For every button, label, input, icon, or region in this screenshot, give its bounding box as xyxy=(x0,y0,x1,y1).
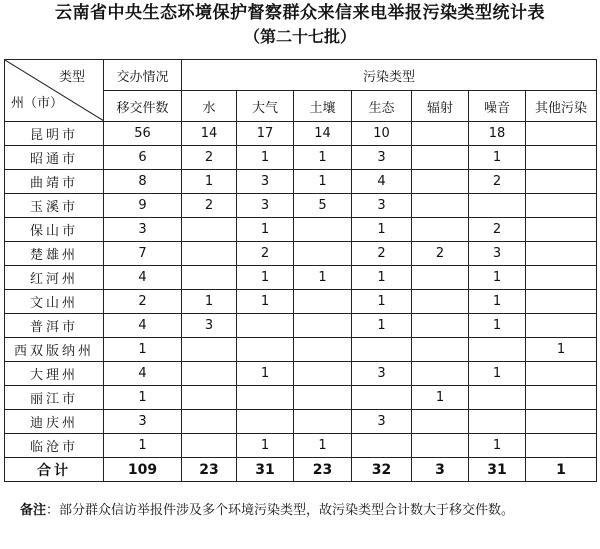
total-cell: 23 xyxy=(182,458,237,482)
pollution-count-cell xyxy=(182,386,237,410)
transfer-count-cell: 1 xyxy=(104,386,182,410)
transfer-count-cell: 4 xyxy=(104,314,182,338)
pollution-count-cell xyxy=(412,146,469,170)
transfer-count-cell: 4 xyxy=(104,362,182,386)
table-row xyxy=(5,386,597,410)
pollution-count-cell xyxy=(182,338,237,362)
pollution-count-cell xyxy=(237,386,294,410)
pollution-count-cell: 1 xyxy=(237,362,294,386)
table-row xyxy=(5,146,597,170)
table-row xyxy=(5,290,597,314)
pollution-count-cell: 1 xyxy=(412,386,469,410)
pollution-count-cell: 2 xyxy=(469,170,526,194)
page-title: 云南省中央生态环境保护督察群众来信来电举报污染类型统计表 xyxy=(55,3,545,23)
pollution-count-cell xyxy=(182,410,237,434)
pollution-count-cell xyxy=(352,338,412,362)
pollution-count-cell xyxy=(526,362,597,386)
column-header-type: 辐射 xyxy=(412,91,469,122)
footnote-label: 备注 xyxy=(20,503,47,518)
total-cell: 31 xyxy=(237,458,294,482)
column-header-type: 大气 xyxy=(237,91,294,122)
city-cell: 昆明市 xyxy=(5,122,104,146)
header-row-group xyxy=(5,60,597,91)
transfer-count-cell: 56 xyxy=(104,122,182,146)
pollution-count-cell xyxy=(237,314,294,338)
pollution-count-cell xyxy=(526,290,597,314)
pollution-count-cell: 18 xyxy=(469,122,526,146)
pollution-count-cell: 3 xyxy=(352,362,412,386)
pollution-count-cell xyxy=(526,218,597,242)
pollution-count-cell: 1 xyxy=(352,290,412,314)
pollution-count-cell xyxy=(294,242,352,266)
pollution-count-cell xyxy=(526,386,597,410)
pollution-count-cell xyxy=(412,218,469,242)
total-cell: 32 xyxy=(352,458,412,482)
pollution-count-cell xyxy=(182,218,237,242)
pollution-count-cell xyxy=(526,194,597,218)
transfer-count-cell: 4 xyxy=(104,266,182,290)
group-header-handling: 交办情况 xyxy=(104,60,182,91)
table-row xyxy=(5,410,597,434)
group-header-pollution: 污染类型 xyxy=(182,60,597,91)
table-row xyxy=(5,434,597,458)
pollution-count-cell: 1 xyxy=(469,146,526,170)
total-cell: 3 xyxy=(412,458,469,482)
pollution-count-cell xyxy=(412,266,469,290)
column-header-type: 噪音 xyxy=(469,91,526,122)
pollution-count-cell: 4 xyxy=(352,170,412,194)
pollution-count-cell: 2 xyxy=(469,218,526,242)
city-cell: 红河州 xyxy=(5,266,104,290)
pollution-count-cell xyxy=(526,266,597,290)
pollution-count-cell xyxy=(412,170,469,194)
pollution-count-cell xyxy=(352,386,412,410)
pollution-count-cell xyxy=(412,314,469,338)
pollution-count-cell xyxy=(526,410,597,434)
pollution-count-cell xyxy=(469,386,526,410)
pollution-count-cell xyxy=(412,338,469,362)
statistics-table xyxy=(4,59,597,482)
pollution-count-cell: 1 xyxy=(352,266,412,290)
pollution-count-cell xyxy=(412,290,469,314)
pollution-count-cell xyxy=(526,146,597,170)
table-row xyxy=(5,338,597,362)
pollution-count-cell xyxy=(294,386,352,410)
total-row xyxy=(5,458,597,482)
pollution-count-cell: 2 xyxy=(237,242,294,266)
total-label: 合计 xyxy=(5,458,104,482)
pollution-count-cell: 1 xyxy=(469,314,526,338)
table-row xyxy=(5,266,597,290)
pollution-count-cell: 1 xyxy=(294,146,352,170)
pollution-count-cell: 3 xyxy=(182,314,237,338)
pollution-count-cell: 14 xyxy=(182,122,237,146)
pollution-count-cell: 2 xyxy=(352,242,412,266)
pollution-count-cell: 1 xyxy=(352,218,412,242)
table-row xyxy=(5,218,597,242)
table-row xyxy=(5,314,597,338)
pollution-count-cell xyxy=(182,362,237,386)
city-cell: 楚雄州 xyxy=(5,242,104,266)
table-row xyxy=(5,242,597,266)
page-subtitle: （第二十七批） xyxy=(243,27,356,46)
pollution-count-cell xyxy=(526,122,597,146)
total-cell: 31 xyxy=(469,458,526,482)
pollution-count-cell xyxy=(237,338,294,362)
pollution-count-cell xyxy=(352,434,412,458)
city-cell: 普洱市 xyxy=(5,314,104,338)
pollution-count-cell: 1 xyxy=(469,266,526,290)
pollution-count-cell xyxy=(469,338,526,362)
pollution-count-cell: 1 xyxy=(237,434,294,458)
pollution-count-cell: 2 xyxy=(412,242,469,266)
pollution-count-cell: 1 xyxy=(352,314,412,338)
corner-city-label: 州（市） xyxy=(11,96,64,111)
footnote xyxy=(20,500,595,521)
pollution-count-cell: 1 xyxy=(469,362,526,386)
city-cell: 文山州 xyxy=(5,290,104,314)
transfer-count-cell: 3 xyxy=(104,218,182,242)
pollution-count-cell xyxy=(526,242,597,266)
pollution-count-cell xyxy=(526,434,597,458)
table-row xyxy=(5,170,597,194)
pollution-count-cell: 3 xyxy=(352,410,412,434)
pollution-count-cell: 5 xyxy=(294,194,352,218)
pollution-count-cell xyxy=(294,290,352,314)
pollution-count-cell xyxy=(237,410,294,434)
table-row xyxy=(5,362,597,386)
transfer-count-cell: 1 xyxy=(104,434,182,458)
pollution-count-cell: 1 xyxy=(526,338,597,362)
table-row xyxy=(5,122,597,146)
column-header-type: 其他污染 xyxy=(526,91,597,122)
pollution-count-cell xyxy=(182,242,237,266)
pollution-count-cell: 1 xyxy=(237,146,294,170)
city-cell: 西双版纳州 xyxy=(5,338,104,362)
transfer-count-cell: 2 xyxy=(104,290,182,314)
column-header-type: 生态 xyxy=(352,91,412,122)
pollution-count-cell xyxy=(412,122,469,146)
pollution-count-cell: 3 xyxy=(237,194,294,218)
column-header-type: 水 xyxy=(182,91,237,122)
transfer-count-cell: 7 xyxy=(104,242,182,266)
transfer-count-cell: 9 xyxy=(104,194,182,218)
transfer-count-cell: 8 xyxy=(104,170,182,194)
pollution-count-cell: 1 xyxy=(294,170,352,194)
total-cell: 23 xyxy=(294,458,352,482)
pollution-count-cell: 1 xyxy=(237,218,294,242)
city-cell: 大理州 xyxy=(5,362,104,386)
pollution-count-cell: 1 xyxy=(182,170,237,194)
pollution-count-cell: 1 xyxy=(182,290,237,314)
total-cell: 109 xyxy=(104,458,182,482)
pollution-count-cell: 10 xyxy=(352,122,412,146)
city-cell: 丽江市 xyxy=(5,386,104,410)
pollution-count-cell xyxy=(469,194,526,218)
corner-diagonal-header xyxy=(5,60,104,122)
pollution-count-cell: 2 xyxy=(182,146,237,170)
pollution-count-cell: 1 xyxy=(237,266,294,290)
pollution-count-cell xyxy=(182,266,237,290)
diagonal-line xyxy=(5,60,104,121)
pollution-count-cell xyxy=(412,410,469,434)
pollution-count-cell: 3 xyxy=(237,170,294,194)
pollution-count-cell xyxy=(412,194,469,218)
pollution-count-cell xyxy=(294,362,352,386)
footnote-text: ：部分群众信访举报件涉及多个环境污染类型，故污染类型合计数大于移交件数。 xyxy=(46,503,515,518)
city-cell: 保山市 xyxy=(5,218,104,242)
pollution-count-cell xyxy=(294,338,352,362)
pollution-count-cell xyxy=(412,362,469,386)
pollution-count-cell: 3 xyxy=(469,242,526,266)
pollution-count-cell xyxy=(294,218,352,242)
pollution-count-cell: 1 xyxy=(294,434,352,458)
pollution-count-cell: 1 xyxy=(237,290,294,314)
pollution-count-cell: 17 xyxy=(237,122,294,146)
transfer-count-cell: 6 xyxy=(104,146,182,170)
table-row xyxy=(5,194,597,218)
city-cell: 昭通市 xyxy=(5,146,104,170)
city-cell: 玉溪市 xyxy=(5,194,104,218)
pollution-count-cell xyxy=(469,410,526,434)
column-header-type: 土壤 xyxy=(294,91,352,122)
total-cell: 1 xyxy=(526,458,597,482)
pollution-count-cell xyxy=(526,314,597,338)
pollution-count-cell: 2 xyxy=(182,194,237,218)
transfer-count-cell: 3 xyxy=(104,410,182,434)
pollution-count-cell: 1 xyxy=(294,266,352,290)
pollution-count-cell: 3 xyxy=(352,194,412,218)
transfer-count-cell: 1 xyxy=(104,338,182,362)
pollution-count-cell: 3 xyxy=(352,146,412,170)
pollution-count-cell xyxy=(182,434,237,458)
pollution-count-cell: 14 xyxy=(294,122,352,146)
city-cell: 迪庆州 xyxy=(5,410,104,434)
pollution-count-cell xyxy=(412,434,469,458)
pollution-count-cell xyxy=(526,170,597,194)
corner-type-label: 类型 xyxy=(58,70,85,85)
pollution-count-cell: 1 xyxy=(469,290,526,314)
table-body xyxy=(5,122,597,458)
column-header-transfer: 移交件数 xyxy=(104,91,182,122)
city-cell: 临沧市 xyxy=(5,434,104,458)
pollution-count-cell xyxy=(294,314,352,338)
city-cell: 曲靖市 xyxy=(5,170,104,194)
pollution-count-cell xyxy=(294,410,352,434)
pollution-count-cell: 1 xyxy=(469,434,526,458)
